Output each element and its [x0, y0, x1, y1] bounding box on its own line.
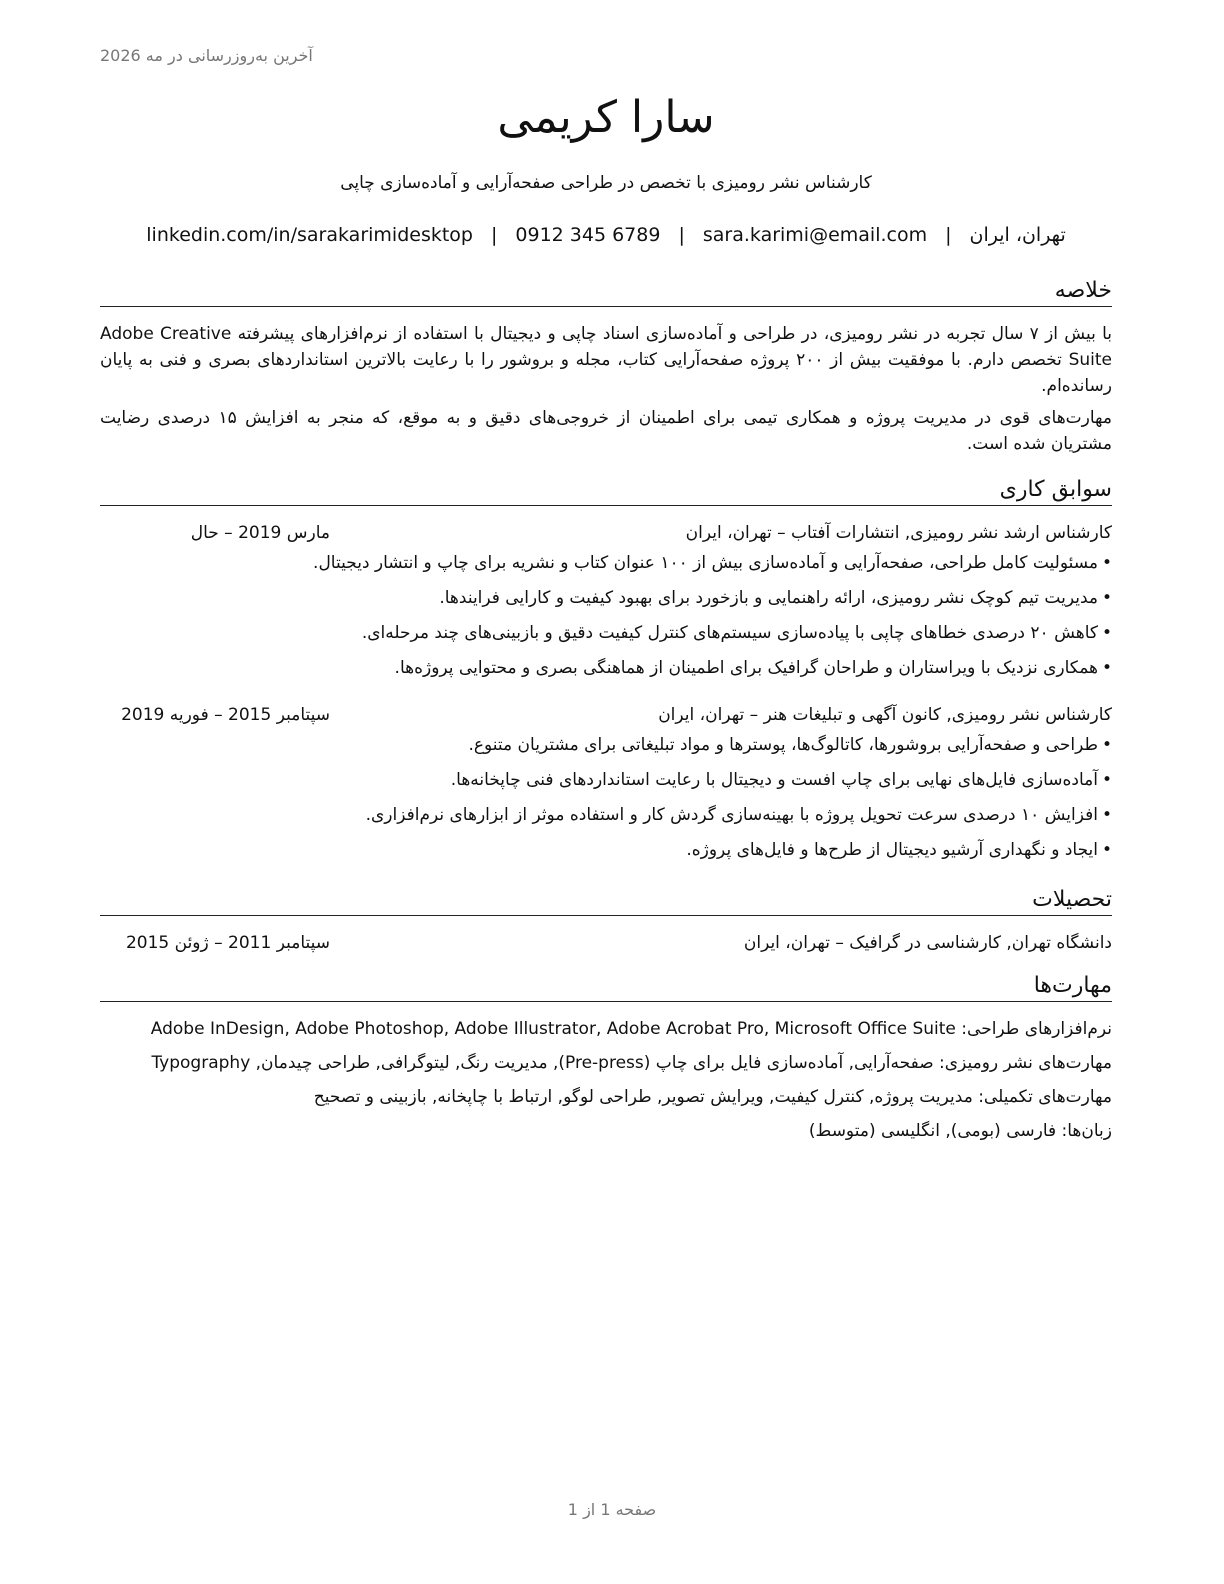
section-title-education: تحصیلات: [100, 885, 1112, 916]
job-header: [100, 520, 1112, 546]
job-entry: [100, 520, 1112, 686]
education-entry: [100, 930, 1112, 956]
section-title-skills: مهارت‌ها: [100, 971, 1112, 1002]
bullet-item: • همکاری نزدیک با ویراستاران و طراحان گرافیک برای اطمینان از هماهنگی بصری و محتوایی پروژه‌ها.: [100, 651, 1112, 686]
skill-line: مهارت‌های نشر رومیزی: صفحه‌آرایی, آماده‌سازی فایل برای چاپ (Pre-press), مدیریت رنگ, لیتوگرافی, طراحی چیدمان, Typography: [151, 1053, 1112, 1073]
section-title-summary: خلاصه: [100, 276, 1112, 307]
skill-line: زبان‌ها: فارسی (بومی), انگلیسی (متوسط): [808, 1121, 1112, 1141]
job-dates: مارس 2019 – حال: [190, 523, 330, 543]
contact-line: [100, 222, 1112, 248]
contact-phone[interactable]: 0912 345 6789: [515, 224, 661, 246]
job-header: [100, 702, 1112, 728]
contact-location: تهران، ایران: [969, 224, 1066, 246]
skills-section: [100, 971, 1112, 1144]
contact-separator: |: [945, 224, 952, 246]
summary-paragraph: مهارت‌های قوی در مدیریت پروژه و همکاری تیمی برای اطمینان از خروجی‌های دقیق و به موقع، که منجر به افزایش ۱۵ درصدی رضایت مشتریان شده است.: [100, 408, 1112, 454]
resume-page: [100, 0, 1112, 1584]
job-dates: سپتامبر 2015 – فوریه 2019: [121, 705, 330, 725]
bullet-item: • آماده‌سازی فایل‌های نهایی برای چاپ افست و دیجیتال با رعایت استانداردهای فنی چاپخانه‌ها.: [100, 763, 1112, 798]
summary-paragraph: با بیش از ۷ سال تجربه در نشر رومیزی، در طراحی و آماده‌سازی اسناد چاپی و دیجیتال با استفاده از نرم‌افزارهای پیشرفته Adobe Creative Suite تخصص دارم. با موفقیت بیش از ۲۰۰ پروژه صفحه‌آرایی کتاب، مجله و بروشور را با رعایت بالاترین استانداردهای بصری و فنی به پایان رسانده‌ام.: [100, 324, 1112, 396]
contact-separator: |: [678, 224, 685, 246]
last-updated-note: آخرین به‌روزرسانی در مه 2026: [100, 46, 313, 65]
bullet-item: • مدیریت تیم کوچک نشر رومیزی، ارائه راهنمایی و بازخورد برای بهبود کیفیت و کارایی فرایندها.: [100, 581, 1112, 616]
section-title-experience: سوابق کاری: [100, 475, 1112, 506]
education-dates: سپتامبر 2011 – ژوئن 2015: [125, 933, 330, 953]
bullet-item: • کاهش ۲۰ درصدی خطاهای چاپی با پیاده‌سازی سیستم‌های کنترل کیفیت دقیق و بازبینی‌های چند مرحله‌ای.: [100, 616, 1112, 651]
job-bullets: [100, 728, 1112, 868]
bullet-item: • مسئولیت کامل طراحی، صفحه‌آرایی و آماده‌سازی بیش از ۱۰۰ عنوان کتاب و نشریه برای چاپ و انتشار دیجیتال.: [100, 546, 1112, 581]
job-title: کارشناس نشر رومیزی, کانون آگهی و تبلیغات هنر – تهران، ایران: [658, 705, 1112, 725]
candidate-name: سارا کریمی: [497, 92, 715, 143]
summary-section: [100, 276, 1112, 457]
skill-line: مهارت‌های تکمیلی: مدیریت پروژه, کنترل کیفیت, ویرایش تصویر, طراحی لوگو, ارتباط با چاپخانه, بازبینی و تصحیح: [313, 1087, 1112, 1107]
bullet-item: • افزایش ۱۰ درصدی سرعت تحویل پروژه با بهینه‌سازی گردش کار و استفاده موثر از ابزارهای نرم‌افزاری.: [100, 798, 1112, 833]
bullet-item: • ایجاد و نگهداری آرشیو دیجیتال از طرح‌ها و فایل‌های پروژه.: [100, 833, 1112, 868]
bullet-item: • طراحی و صفحه‌آرایی بروشورها، کاتالوگ‌ها، پوسترها و مواد تبلیغاتی برای مشتریان متنوع.: [100, 728, 1112, 763]
job-title: کارشناس ارشد نشر رومیزی, انتشارات آفتاب – تهران، ایران: [685, 523, 1112, 543]
headline: کارشناس نشر رومیزی با تخصص در طراحی صفحه‌آرایی و آماده‌سازی چاپی: [340, 173, 872, 193]
job-bullets: [100, 546, 1112, 686]
job-entry: [100, 702, 1112, 868]
page-number: صفحه 1 از 1: [567, 1500, 657, 1519]
education-section: [100, 885, 1112, 956]
contact-separator: |: [490, 224, 498, 246]
experience-section: [100, 475, 1112, 868]
contact-linkedin[interactable]: linkedin.com/in/sarakarimidesktop: [146, 224, 473, 246]
contact-email[interactable]: sara.karimi@email.com: [702, 224, 928, 246]
education-degree: دانشگاه تهران, کارشناسی در گرافیک – تهران، ایران: [743, 933, 1112, 953]
skill-line: نرم‌افزارهای طراحی: Adobe InDesign, Adobe Photoshop, Adobe Illustrator, Adobe Acrobat Pro, Microsoft Office Suite: [150, 1019, 1112, 1039]
